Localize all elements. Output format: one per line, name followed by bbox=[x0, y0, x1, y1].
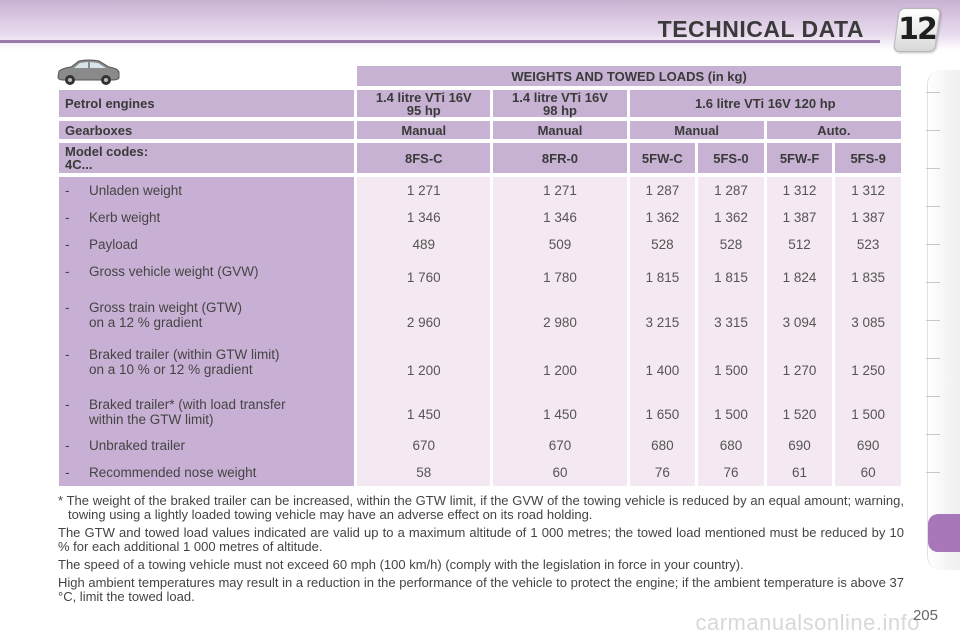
engine-header-3: 1.6 litre VTi 16V 120 hp bbox=[630, 90, 901, 117]
model-codes-row bbox=[59, 143, 901, 173]
table-body-row bbox=[59, 177, 901, 486]
table-cell: 3 094 bbox=[782, 315, 817, 330]
table-cell: 489 bbox=[412, 237, 436, 252]
value-column bbox=[767, 177, 833, 486]
table-cell: 76 bbox=[654, 465, 670, 480]
table-cell: 1 815 bbox=[645, 270, 680, 285]
engine-header-line: 95 hp bbox=[406, 102, 441, 118]
model-codes-line: 4C... bbox=[65, 157, 93, 172]
tab-divider bbox=[926, 320, 940, 321]
table-cell: 60 bbox=[860, 465, 876, 480]
tab-divider bbox=[926, 396, 940, 397]
table-cell: 528 bbox=[651, 237, 674, 252]
model-code: 5FS-9 bbox=[835, 143, 901, 173]
tab-divider bbox=[926, 472, 940, 473]
value-column bbox=[698, 177, 764, 486]
row-label-line: Kerb weight bbox=[89, 210, 161, 225]
bullet-dash: - bbox=[65, 210, 70, 225]
table-cell: 1 500 bbox=[714, 363, 748, 378]
bullet-dash: - bbox=[65, 397, 70, 412]
table-cell: 1 200 bbox=[406, 363, 441, 378]
table-cell: 680 bbox=[651, 438, 674, 453]
row-label bbox=[65, 297, 348, 344]
table-cell: 3 215 bbox=[645, 315, 680, 330]
table-cell: 670 bbox=[548, 438, 572, 453]
row-label-line: Braked trailer* (with load transfer bbox=[89, 397, 286, 412]
table-cell: 76 bbox=[723, 465, 739, 480]
table-cell: 1 287 bbox=[714, 183, 748, 198]
note-paragraph: High ambient temperatures may result in a reduction in the performance of the vehicle to protect the engine; if the ambient temperature is above 37 °C, limit the towed load. bbox=[58, 575, 904, 604]
table-cell: 1 271 bbox=[406, 183, 441, 198]
table-cell: 512 bbox=[788, 237, 811, 252]
bullet-dash: - bbox=[65, 237, 70, 252]
row-label-line: Unladen weight bbox=[89, 183, 183, 198]
chapter-tab-active[interactable] bbox=[928, 514, 960, 552]
table-cell: 3 315 bbox=[714, 315, 748, 330]
bullet-dash: - bbox=[65, 300, 70, 315]
model-codes-label bbox=[59, 143, 354, 173]
table-title-spacer bbox=[59, 66, 354, 86]
model-code: 8FS-C bbox=[357, 143, 490, 173]
table-cell: 1 271 bbox=[543, 183, 577, 198]
gearbox-cell: Manual bbox=[630, 121, 764, 139]
bullet-dash: - bbox=[65, 264, 70, 279]
engine-header-line: 1.4 litre VTi 16V bbox=[375, 89, 472, 105]
notes-section bbox=[58, 494, 904, 608]
chapter-tab-strip bbox=[927, 70, 960, 570]
table-cell: 1 650 bbox=[645, 407, 680, 422]
page-number: 205 bbox=[912, 607, 938, 624]
row-label-line: Braked trailer (within GTW limit) bbox=[89, 347, 280, 362]
table-cell: 680 bbox=[719, 438, 743, 453]
table-cell: 1 760 bbox=[406, 270, 441, 285]
tab-divider bbox=[926, 244, 940, 245]
table-cell: 1 500 bbox=[851, 407, 886, 422]
page-title: TECHNICAL DATA bbox=[657, 16, 864, 42]
row-label bbox=[65, 432, 348, 459]
tab-divider bbox=[926, 92, 940, 93]
row-label-line: on a 10 % or 12 % gradient bbox=[89, 362, 253, 377]
watermark: carmanualsonline.info bbox=[695, 610, 920, 635]
model-code: 5FW-C bbox=[630, 143, 696, 173]
table-cell: 1 500 bbox=[714, 407, 748, 422]
tab-divider bbox=[926, 358, 940, 359]
table-cell: 1 387 bbox=[782, 210, 817, 225]
table-cell: 1 450 bbox=[406, 407, 441, 422]
table-cell: 690 bbox=[788, 438, 811, 453]
bullet-dash: - bbox=[65, 347, 70, 362]
table-cell: 61 bbox=[792, 465, 808, 480]
table-title: WEIGHTS AND TOWED LOADS (in kg) bbox=[357, 66, 901, 86]
row-label-line: Gross vehicle weight (GVW) bbox=[89, 264, 259, 279]
gearbox-cell: Auto. bbox=[767, 121, 901, 139]
gearbox-cell: Manual bbox=[357, 121, 490, 139]
engine-header-row bbox=[59, 90, 901, 117]
engine-header-line: 1.4 litre VTi 16V bbox=[512, 89, 608, 105]
row-label-line: Unbraked trailer bbox=[89, 438, 186, 453]
table-cell: 1 362 bbox=[645, 210, 680, 225]
row-label-line: Payload bbox=[89, 237, 138, 252]
table-cell: 1 250 bbox=[851, 363, 886, 378]
table-cell: 1 400 bbox=[645, 363, 680, 378]
table-cell: 1 824 bbox=[782, 270, 817, 285]
value-column bbox=[835, 177, 901, 486]
row-labels-column bbox=[59, 177, 354, 486]
table-cell: 670 bbox=[412, 438, 436, 453]
value-column bbox=[493, 177, 626, 486]
table-cell: 528 bbox=[719, 237, 743, 252]
table-cell: 523 bbox=[856, 237, 880, 252]
tab-divider bbox=[926, 434, 940, 435]
table-cell: 1 287 bbox=[645, 183, 680, 198]
table-cell: 1 200 bbox=[543, 363, 577, 378]
table-cell: 1 362 bbox=[714, 210, 748, 225]
table-cell: 1 835 bbox=[851, 270, 886, 285]
tab-divider bbox=[926, 130, 940, 131]
table-cell: 1 450 bbox=[543, 407, 577, 422]
tab-divider bbox=[926, 168, 940, 169]
table-cell: 2 980 bbox=[543, 315, 577, 330]
footnote: * The weight of the braked trailer can be increased, within the GTW limit, if the GVW of the towing vehicle is reduced by an equal amount; warning, towing using a lightly loaded towing vehicle may have an adverse effect on its road holding. bbox=[58, 493, 904, 522]
row-label bbox=[65, 231, 348, 258]
value-column bbox=[630, 177, 696, 486]
table-cell: 1 780 bbox=[543, 270, 577, 285]
note-paragraph: The GTW and towed load values indicated are valid up to a maximum altitude of 1 000 metres; the towed load mentioned must be reduced by 10 % for each additional 1 000 metres of altitude. bbox=[58, 525, 904, 554]
table-cell: 690 bbox=[856, 438, 880, 453]
model-codes-line: Model codes: bbox=[65, 144, 149, 159]
tab-divider bbox=[926, 282, 940, 283]
model-code: 8FR-0 bbox=[493, 143, 626, 173]
model-code: 5FW-F bbox=[767, 143, 833, 173]
table-cell: 509 bbox=[548, 237, 572, 252]
note-paragraph: The speed of a towing vehicle must not exceed 60 mph (100 km/h) (comply with the legislation in force in your country). bbox=[58, 557, 744, 572]
gearbox-header-row bbox=[59, 121, 901, 139]
engine-header-line: 98 hp bbox=[543, 102, 577, 118]
table-cell: 1 346 bbox=[406, 210, 441, 225]
table-cell: 1 270 bbox=[782, 363, 817, 378]
table-cell: 60 bbox=[552, 465, 568, 480]
row-label bbox=[65, 344, 348, 394]
value-column bbox=[357, 177, 490, 486]
row-label-line: Recommended nose weight bbox=[89, 465, 257, 480]
table-cell: 1 520 bbox=[782, 407, 817, 422]
row-label-line: on a 12 % gradient bbox=[89, 315, 203, 330]
row-label bbox=[65, 394, 348, 432]
bullet-dash: - bbox=[65, 465, 70, 480]
table-cell: 2 960 bbox=[406, 315, 441, 330]
table-cell: 1 387 bbox=[851, 210, 886, 225]
table-cell: 1 815 bbox=[714, 270, 748, 285]
table-cell: 3 085 bbox=[851, 315, 886, 330]
row-label-line: Gross train weight (GTW) bbox=[89, 300, 243, 315]
petrol-engines-label: Petrol engines bbox=[59, 90, 354, 117]
model-code: 5FS-0 bbox=[698, 143, 764, 173]
bullet-dash: - bbox=[65, 438, 70, 453]
engine-header-2 bbox=[493, 90, 626, 117]
gearboxes-label: Gearboxes bbox=[59, 121, 354, 139]
gearbox-cell: Manual bbox=[493, 121, 626, 139]
table-cell: 1 312 bbox=[782, 183, 817, 198]
table-cell: 1 346 bbox=[543, 210, 577, 225]
row-label bbox=[65, 459, 348, 486]
row-label bbox=[65, 258, 348, 297]
row-label bbox=[65, 204, 348, 231]
row-label bbox=[65, 177, 348, 204]
table-cell: 58 bbox=[416, 465, 432, 480]
bullet-dash: - bbox=[65, 183, 70, 198]
engine-header-1 bbox=[357, 90, 490, 117]
row-label-line: within the GTW limit) bbox=[89, 412, 214, 427]
chapter-number: 12 bbox=[898, 12, 936, 47]
table-title-row bbox=[59, 66, 901, 86]
tab-divider bbox=[926, 206, 940, 207]
table-cell: 1 312 bbox=[851, 183, 886, 198]
weights-table bbox=[56, 62, 904, 490]
